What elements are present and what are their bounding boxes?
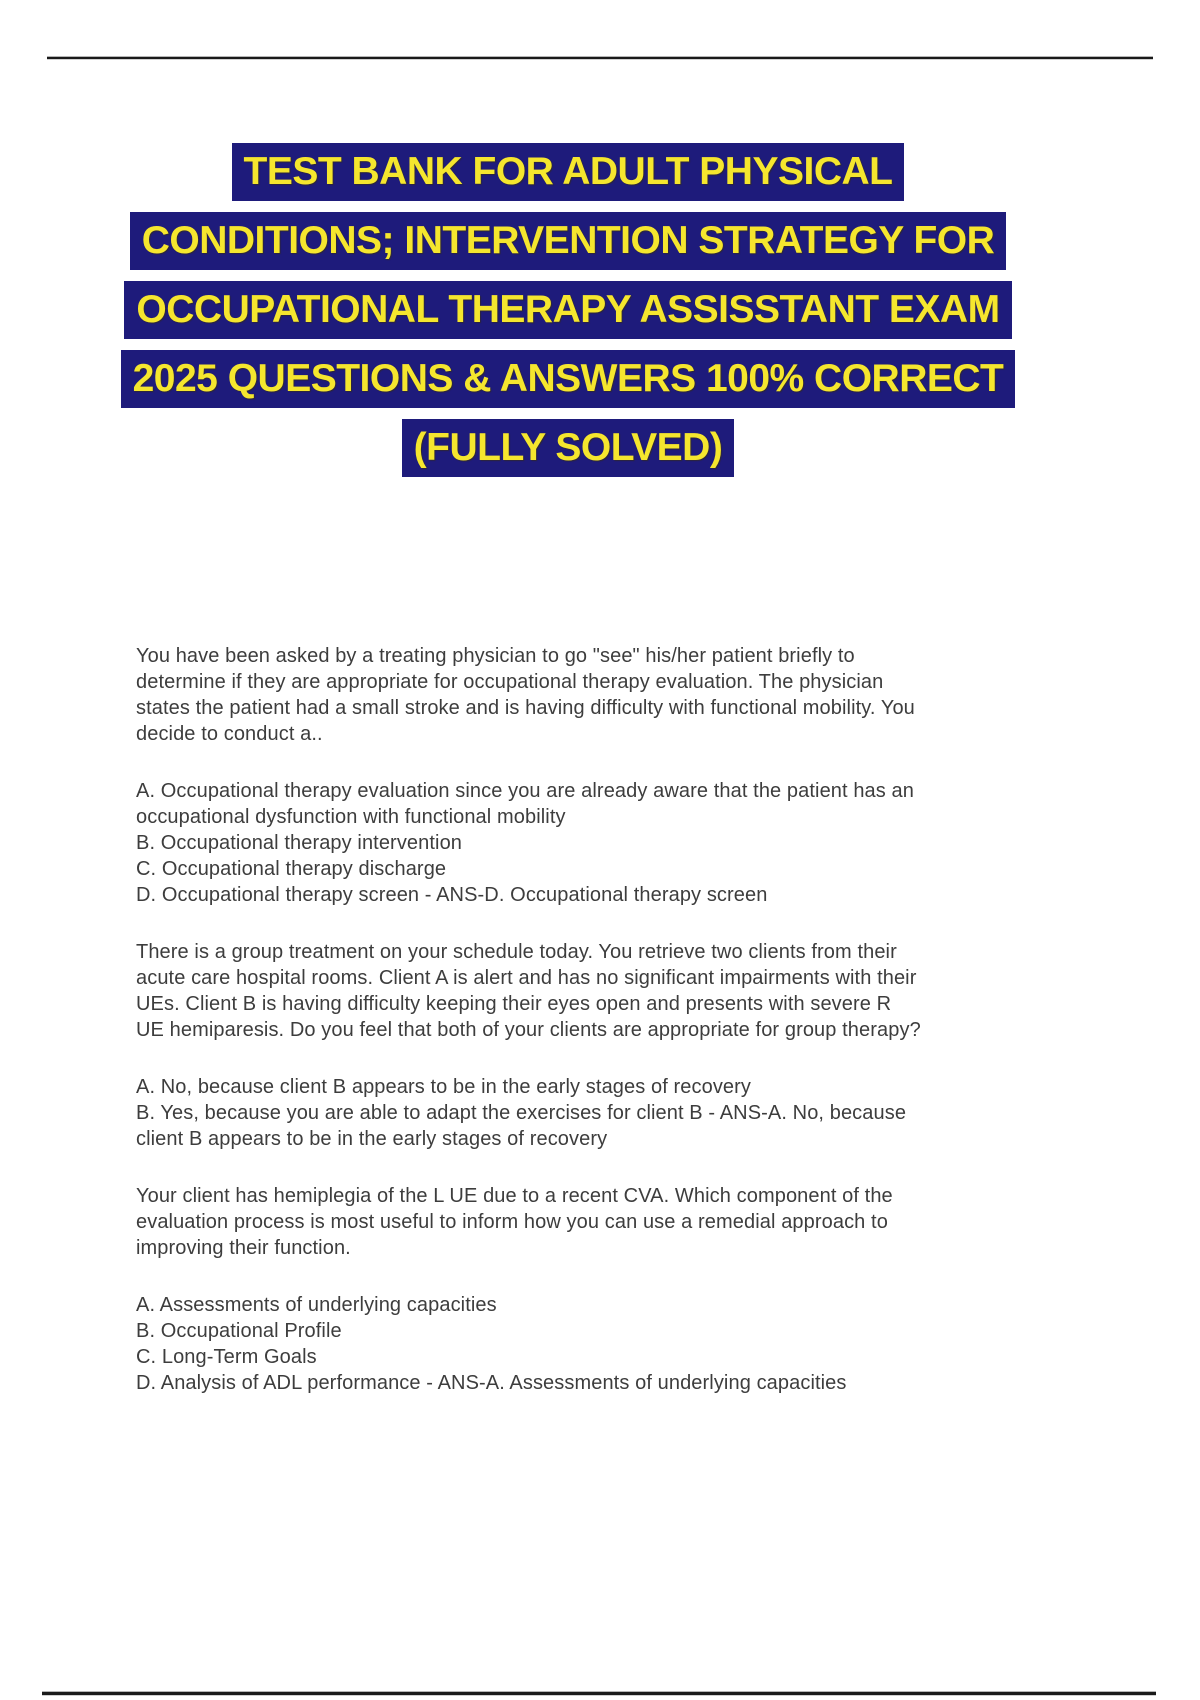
bottom-horizontal-rule bbox=[42, 1691, 1156, 1696]
title-line-5 bbox=[0, 419, 1136, 477]
text-line: acute care hospital rooms. Client A is alert and has no significant impairments with their bbox=[136, 967, 917, 989]
text-line: You have been asked by a treating physician to go "see" his/her patient briefly to bbox=[136, 645, 855, 667]
question-3 bbox=[136, 1183, 1036, 1261]
title-bar-text: 2025 QUESTIONS & ANSWERS 100% CORRECT bbox=[121, 350, 1016, 408]
title-bar-text: (FULLY SOLVED) bbox=[402, 419, 735, 477]
text-line: A. Assessments of underlying capacities bbox=[136, 1294, 497, 1316]
options-3 bbox=[136, 1292, 1036, 1396]
options-2 bbox=[136, 1074, 1036, 1152]
top-horizontal-rule bbox=[47, 56, 1153, 60]
title-line-4 bbox=[0, 350, 1136, 408]
title-bar-text: OCCUPATIONAL THERAPY ASSISSTANT EXAM bbox=[124, 281, 1011, 339]
title-bar-text: TEST BANK FOR ADULT PHYSICAL bbox=[232, 143, 905, 201]
text-line: improving their function. bbox=[136, 1237, 351, 1259]
text-line: There is a group treatment on your schedule today. You retrieve two clients from their bbox=[136, 941, 897, 963]
title-line-2 bbox=[0, 212, 1136, 270]
text-line: D. Occupational therapy screen - ANS-D. Occupational therapy screen bbox=[136, 884, 768, 906]
text-line: A. Occupational therapy evaluation since you are already aware that the patient has an bbox=[136, 780, 914, 802]
text-line: B. Occupational Profile bbox=[136, 1320, 342, 1342]
text-line: determine if they are appropriate for occupational therapy evaluation. The physician bbox=[136, 671, 884, 693]
title-bar-text: CONDITIONS; INTERVENTION STRATEGY FOR bbox=[130, 212, 1007, 270]
question-2 bbox=[136, 939, 1036, 1043]
text-line: UEs. Client B is having difficulty keeping their eyes open and presents with severe R bbox=[136, 993, 892, 1015]
text-line: client B appears to be in the early stages of recovery bbox=[136, 1128, 608, 1150]
question-1 bbox=[136, 643, 1036, 747]
text-line: A. No, because client B appears to be in the early stages of recovery bbox=[136, 1076, 752, 1098]
document-body bbox=[136, 643, 1036, 1427]
text-line: occupational dysfunction with functional mobility bbox=[136, 806, 566, 828]
text-line: decide to conduct a.. bbox=[136, 723, 323, 745]
title-line-3 bbox=[0, 281, 1136, 339]
text-line: UE hemiparesis. Do you feel that both of your clients are appropriate for group therapy? bbox=[136, 1019, 921, 1041]
text-line: D. Analysis of ADL performance - ANS-A. Assessments of underlying capacities bbox=[136, 1372, 847, 1394]
text-line: C. Long-Term Goals bbox=[136, 1346, 317, 1368]
text-line: C. Occupational therapy discharge bbox=[136, 858, 447, 880]
text-line: B. Yes, because you are able to adapt the exercises for client B - ANS-A. No, because bbox=[136, 1102, 907, 1124]
title-line-1 bbox=[0, 143, 1136, 201]
text-line: Your client has hemiplegia of the L UE due to a recent CVA. Which component of the bbox=[136, 1185, 893, 1207]
page-title bbox=[0, 143, 1136, 488]
text-line: evaluation process is most useful to inform how you can use a remedial approach to bbox=[136, 1211, 888, 1233]
text-line: states the patient had a small stroke and is having difficulty with functional mobility. You bbox=[136, 697, 915, 719]
text-line: B. Occupational therapy intervention bbox=[136, 832, 463, 854]
options-1 bbox=[136, 778, 1036, 908]
